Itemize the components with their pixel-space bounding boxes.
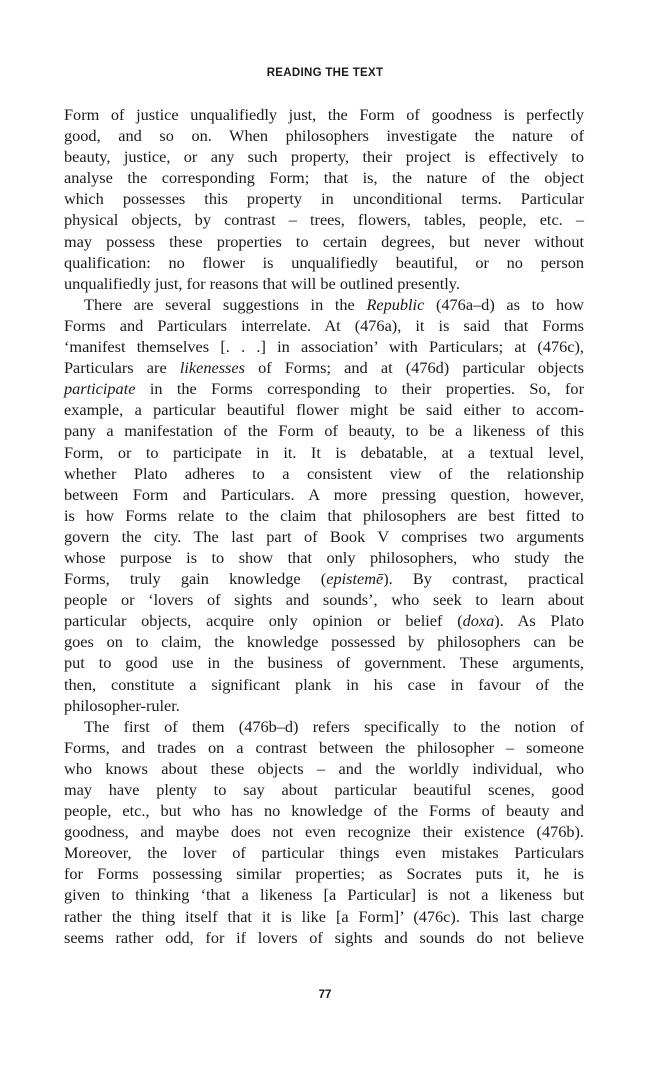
text-run: There are several suggestions in the	[84, 294, 367, 314]
text-run: seems rather odd, for if lovers of sights and sounds do not believe	[64, 927, 584, 947]
text-line	[64, 420, 584, 441]
text-line	[64, 652, 584, 673]
body-text	[64, 104, 584, 948]
text-line	[64, 442, 584, 463]
text-line	[64, 526, 584, 547]
text-line	[64, 758, 584, 779]
text-run: The first of them (476b–d) refers specifically to the notion of	[84, 716, 584, 736]
text-line	[64, 505, 584, 526]
text-run: particular objects, acquire only opinion or belief (	[64, 611, 463, 631]
text-run: for Forms possessing similar properties; as Socrates puts it, he is	[64, 864, 584, 884]
text-line	[64, 146, 584, 167]
text-line	[64, 547, 584, 568]
text-run: whose purpose is to show that only philosophers, who study the	[64, 547, 584, 567]
text-run: analyse the corresponding Form; that is, the nature of the object	[64, 168, 584, 188]
text-line	[64, 568, 584, 589]
paragraph	[64, 716, 584, 948]
text-run: then, constitute a significant plank in his case in favour of the	[64, 674, 584, 694]
text-run: pany a manifestation of the Form of beauty, to be a likeness of this	[64, 421, 584, 441]
text-run: Forms, truly gain knowledge (	[64, 569, 327, 589]
page-number: 77	[318, 989, 332, 1001]
text-line	[64, 906, 584, 927]
text-run: ). By contrast, practical	[383, 569, 584, 589]
text-run: may have plenty to say about particular beautiful scenes, good	[64, 780, 584, 799]
text-run: Particulars are	[64, 358, 180, 378]
italic-term: likenesses	[179, 358, 245, 378]
text-line	[64, 484, 584, 505]
text-line	[64, 167, 584, 188]
text-run: between Form and Particulars. A more pressing question, however,	[64, 484, 584, 504]
text-run: good, and so on. When philosophers investigate the nature of	[64, 126, 584, 146]
text-run: people or ‘lovers of sights and sounds’, who seek to learn about	[64, 590, 584, 610]
text-line	[64, 631, 584, 652]
text-line	[64, 716, 584, 737]
italic-term: doxa	[462, 611, 495, 631]
text-run: goes on to claim, the knowledge possessed by philosophers can be	[64, 632, 584, 652]
text-run: Forms and Particulars interrelate. At (476a), it is said that Forms	[64, 315, 584, 335]
text-run: govern the city. The last part of Book V comprises two arguments	[64, 526, 584, 546]
text-line	[64, 378, 584, 399]
text-line	[64, 231, 584, 252]
text-run: example, a particular beautiful flower might be said either to accom-	[64, 400, 584, 420]
text-run: given to thinking ‘that a likeness [a Particular] is not a likeness but	[64, 885, 584, 905]
text-line	[64, 589, 584, 610]
text-line	[64, 188, 584, 209]
text-line	[64, 695, 584, 716]
text-line	[64, 610, 584, 631]
text-run: physical objects, by contrast – trees, flowers, tables, people, etc. –	[64, 210, 584, 230]
text-run: people, etc., but who has no knowledge of the Forms of beauty and	[64, 801, 584, 821]
text-run: ‘manifest themselves [. . .] in association’ with Particulars; at (476c),	[64, 337, 584, 357]
text-line	[64, 463, 584, 484]
text-line	[64, 399, 584, 420]
italic-term: participate	[64, 379, 136, 399]
text-line	[64, 336, 584, 357]
text-run: unqualifiedly just, for reasons that will be outlined presently.	[64, 273, 460, 293]
text-run: rather the thing itself that it is like [a Form]’ (476c). This last charge	[64, 906, 584, 926]
text-run: Forms, and trades on a contrast between the philosopher – someone	[64, 737, 584, 757]
text-line	[64, 104, 584, 125]
text-line	[64, 294, 584, 315]
text-line	[64, 674, 584, 695]
text-run: Form of justice unqualifiedly just, the Form of goodness is perfectly	[64, 105, 584, 124]
text-line	[64, 315, 584, 336]
text-run: of Forms; and at (476d) particular objects	[244, 358, 584, 378]
text-run: ). As Plato	[494, 611, 585, 631]
text-run: philosopher-ruler.	[64, 695, 180, 715]
text-run: qualification: no flower is unqualifiedly beautiful, or no person	[64, 252, 584, 272]
text-line	[64, 884, 584, 905]
text-line	[64, 252, 584, 273]
text-run: who knows about these objects – and the worldly individual, who	[64, 758, 584, 778]
text-line	[64, 209, 584, 230]
text-line	[64, 821, 584, 842]
text-run: Form, or to participate in it. It is debatable, at a textual level,	[64, 442, 584, 462]
text-line	[64, 737, 584, 758]
paragraph	[64, 294, 584, 716]
text-line	[64, 125, 584, 146]
text-run: is how Forms relate to the claim that philosophers are best fitted to	[64, 505, 584, 525]
text-run: which possesses this property in unconditional terms. Particular	[64, 189, 584, 209]
text-run: goodness, and maybe does not even recognize their existence (476b).	[64, 822, 584, 842]
text-run: (476a–d) as to how	[424, 294, 584, 314]
text-line	[64, 863, 584, 884]
text-line	[64, 273, 584, 294]
text-line	[64, 357, 584, 378]
text-line	[64, 842, 584, 863]
text-run: may possess these properties to certain degrees, but never without	[64, 231, 584, 251]
text-line	[64, 927, 584, 948]
text-run: in the Forms corresponding to their properties. So, for	[135, 379, 584, 399]
text-line	[64, 779, 584, 800]
text-run: whether Plato adheres to a consistent view of the relationship	[64, 463, 584, 483]
text-run: Moreover, the lover of particular things even mistakes Particulars	[64, 843, 584, 863]
italic-term: epistemē	[326, 569, 384, 589]
italic-term: Republic	[366, 294, 425, 314]
text-run: put to good use in the business of government. These arguments,	[64, 653, 584, 673]
paragraph	[64, 104, 584, 294]
running-head: READING THE TEXT	[266, 67, 384, 79]
text-line	[64, 800, 584, 821]
text-run: beauty, justice, or any such property, their project is effectively to	[64, 147, 584, 167]
